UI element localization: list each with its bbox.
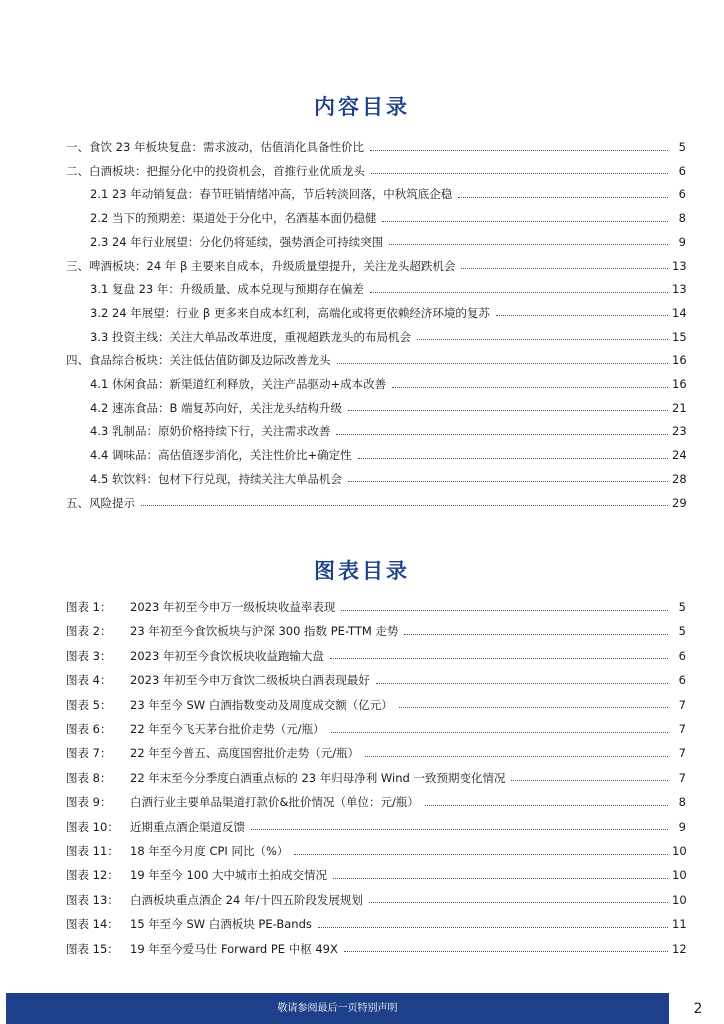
figure-entry-page: 7 bbox=[678, 697, 686, 712]
leader-dots bbox=[358, 446, 668, 459]
figure-entry-number: 图表 11： bbox=[66, 844, 119, 858]
toc-entry-page: 8 bbox=[678, 211, 686, 226]
toc-entry[interactable] bbox=[0, 230, 724, 254]
figure-entry-page: 5 bbox=[678, 624, 686, 639]
toc-entry[interactable] bbox=[0, 135, 724, 159]
leader-dots bbox=[417, 327, 668, 340]
figure-entry[interactable] bbox=[0, 693, 724, 717]
figure-entry-label: 15 年至今 SW 白酒板块 PE-Bands bbox=[130, 917, 312, 932]
toc-entry-label: 3.3 投资主线：关注大单品改革进度，重视超跌龙头的布局机会 bbox=[90, 329, 411, 344]
figure-entry[interactable] bbox=[0, 644, 724, 668]
toc-entry-label: 3.1 复盘 23 年：升级质量、成本兑现与预期存在偏差 bbox=[90, 282, 364, 297]
figure-entry[interactable] bbox=[0, 888, 724, 912]
figure-entry[interactable] bbox=[0, 937, 724, 961]
leader-dots bbox=[365, 744, 668, 757]
footer-page-number: 2 bbox=[693, 1001, 703, 1017]
figure-entry-label: 2023 年初至今申万食饮二级板块白酒表现最好 bbox=[130, 673, 370, 688]
leader-dots bbox=[348, 398, 668, 411]
figure-entry-number: 图表 10： bbox=[66, 819, 119, 834]
figure-entry-page: 8 bbox=[678, 795, 686, 810]
figure-entry-page: 9 bbox=[678, 819, 686, 834]
toc-entry[interactable] bbox=[0, 372, 724, 396]
leader-dots bbox=[371, 161, 668, 174]
toc-entry[interactable] bbox=[0, 301, 724, 325]
leader-dots bbox=[341, 598, 668, 611]
figure-list-title: 图表目录 bbox=[314, 559, 410, 583]
toc-entry[interactable] bbox=[0, 491, 724, 515]
toc-entry-label: 4.2 速冻食品：B 端复苏向好，关注龙头结构升级 bbox=[90, 400, 342, 415]
toc-entry-page: 29 bbox=[672, 495, 687, 510]
toc-entry-label: 2.3 24 年行业展望：分化仍将延续，强势酒企可持续突围 bbox=[90, 234, 384, 249]
toc-entry-page: 21 bbox=[672, 400, 687, 415]
toc-entry-page: 16 bbox=[672, 377, 687, 391]
figure-entry-label: 2023 年初至今申万一级板块收益率表现 bbox=[130, 600, 336, 614]
toc-entry-page: 9 bbox=[678, 234, 686, 249]
figure-entry[interactable] bbox=[0, 668, 724, 692]
leader-dots bbox=[461, 256, 668, 269]
figure-entry-label: 23 年初至今食饮板块与沪深 300 指数 PE-TTM 走势 bbox=[130, 624, 399, 639]
figure-entry-number: 图表 7： bbox=[66, 746, 112, 761]
figure-entry-page: 11 bbox=[672, 917, 687, 932]
figure-entry[interactable] bbox=[0, 766, 724, 790]
figure-entry[interactable] bbox=[0, 595, 724, 619]
leader-dots bbox=[333, 866, 668, 879]
leader-dots bbox=[382, 209, 668, 222]
leader-dots bbox=[404, 622, 668, 635]
toc-entry-label: 4.4 调味品：高估值逐步消化，关注性价比+确定性 bbox=[90, 448, 352, 463]
figure-entry-number: 图表 14： bbox=[66, 917, 119, 932]
toc-entry[interactable] bbox=[0, 443, 724, 467]
leader-dots bbox=[399, 695, 668, 708]
figure-entry-label: 近期重点酒企渠道反馈 bbox=[130, 819, 245, 834]
figure-entry-page: 10 bbox=[672, 844, 687, 858]
leader-dots bbox=[330, 646, 668, 659]
toc-entry-page: 28 bbox=[672, 471, 687, 486]
toc-entry[interactable] bbox=[0, 325, 724, 349]
leader-dots bbox=[318, 915, 668, 928]
toc-entry-page: 5 bbox=[678, 140, 686, 154]
toc-entry-label: 一、食饮 23 年板块复盘：需求波动，估值消化具备性价比 bbox=[66, 140, 364, 154]
toc-entry-label: 4.5 软饮料：包材下行兑现，持续关注大单品机会 bbox=[90, 471, 342, 486]
toc-entry-label: 4.3 乳制品：原奶价格持续下行，关注需求改善 bbox=[90, 424, 331, 439]
figure-entry-number: 图表 3： bbox=[66, 648, 112, 663]
leader-dots bbox=[511, 768, 668, 781]
leader-dots bbox=[336, 422, 668, 435]
toc-entry[interactable] bbox=[0, 254, 724, 278]
toc-entry-label: 二、白酒板块：把握分化中的投资机会，首推行业优质龙头 bbox=[66, 163, 365, 178]
leader-dots bbox=[389, 232, 668, 245]
toc-entry-label: 2.1 23 年动销复盘：春节旺销情绪冲高，节后转淡回落，中秋筑底企稳 bbox=[90, 187, 453, 202]
figure-entry[interactable] bbox=[0, 717, 724, 741]
toc-entry-label: 3.2 24 年展望：行业 β 更多来自成本红利，高端化或将更依赖经济环境的复苏 bbox=[90, 305, 490, 320]
leader-dots bbox=[425, 793, 668, 806]
figure-entry-number: 图表 9： bbox=[66, 795, 112, 810]
figure-entry-page: 12 bbox=[672, 941, 687, 956]
leader-dots bbox=[370, 138, 668, 151]
figure-entry-number: 图表 4： bbox=[66, 673, 112, 688]
toc-entry[interactable] bbox=[0, 277, 724, 301]
figure-entry-page: 7 bbox=[678, 722, 686, 736]
figure-entry-label: 23 年至今 SW 白酒指数变动及周度成交额（亿元） bbox=[130, 697, 393, 712]
leader-dots bbox=[376, 671, 668, 684]
leader-dots bbox=[344, 939, 668, 952]
toc-title: 内容目录 bbox=[314, 95, 410, 119]
leader-dots bbox=[294, 842, 668, 855]
figure-entry-label: 2023 年初至今食饮板块收益跑输大盘 bbox=[130, 648, 324, 663]
figure-entry-number: 图表 5： bbox=[66, 697, 112, 712]
toc-entry-label: 4.1 休闲食品：新渠道红利释放，关注产品驱动+成本改善 bbox=[90, 377, 387, 391]
figure-entry-page: 10 bbox=[672, 868, 687, 883]
toc-entry-page: 24 bbox=[672, 448, 687, 463]
leader-dots bbox=[141, 493, 668, 506]
toc-entry[interactable] bbox=[0, 182, 724, 206]
figure-entry[interactable] bbox=[0, 815, 724, 839]
figure-entry-page: 10 bbox=[672, 892, 687, 907]
toc-entry-page: 6 bbox=[678, 163, 686, 178]
leader-dots bbox=[392, 375, 668, 388]
leader-dots bbox=[496, 303, 668, 316]
figure-entry-number: 图表 1： bbox=[66, 600, 112, 614]
toc-entry-page: 6 bbox=[678, 187, 686, 202]
figure-entry-label: 22 年至今普五、高度国窖批价走势（元/瓶） bbox=[130, 746, 360, 761]
figure-entry-number: 图表 6： bbox=[66, 722, 112, 736]
figure-entry-page: 7 bbox=[678, 770, 686, 785]
figure-entry-number: 图表 8： bbox=[66, 770, 112, 785]
figure-entry-label: 19 年至今 100 大中城市土拍成交情况 bbox=[130, 868, 328, 883]
leader-dots bbox=[337, 351, 669, 364]
toc-entry-label: 五、风险提示 bbox=[66, 495, 135, 510]
toc-entry-page: 13 bbox=[672, 258, 687, 273]
figure-entry-label: 白酒行业主要单品渠道打款价&批价情况（单位：元/瓶） bbox=[130, 795, 419, 810]
figure-entry-number: 图表 2： bbox=[66, 624, 112, 639]
figure-entry-page: 6 bbox=[678, 673, 686, 688]
figure-entry-label: 22 年至今飞天茅台批价走势（元/瓶） bbox=[130, 722, 325, 736]
toc-entry-page: 13 bbox=[672, 282, 687, 297]
figure-entry-label: 22 年末至今分季度白酒重点标的 23 年归母净利 Wind 一致预期变化情况 bbox=[130, 770, 506, 785]
figure-entry-number: 图表 15： bbox=[66, 941, 119, 956]
figure-entry-number: 图表 12： bbox=[66, 868, 119, 883]
toc-entry[interactable] bbox=[0, 348, 724, 372]
toc-entry-label: 三、啤酒板块：24 年 β 主要来自成本，升级质量望提升，关注龙头超跌机会 bbox=[66, 258, 456, 273]
figure-entry-number: 图表 13： bbox=[66, 892, 119, 907]
toc-entry[interactable] bbox=[0, 396, 724, 420]
figure-entry[interactable] bbox=[0, 912, 724, 936]
toc-entry-page: 23 bbox=[672, 424, 687, 439]
leader-dots bbox=[348, 469, 668, 482]
figure-entry-label: 白酒板块重点酒企 24 年/十四五阶段发展规划 bbox=[130, 892, 363, 907]
toc-entry-page: 15 bbox=[672, 329, 687, 344]
figure-entry[interactable] bbox=[0, 619, 724, 643]
figure-entry-page: 7 bbox=[678, 746, 686, 761]
leader-dots bbox=[331, 720, 668, 733]
figure-entry-page: 5 bbox=[678, 600, 686, 614]
leader-dots bbox=[369, 890, 668, 903]
leader-dots bbox=[458, 185, 668, 198]
figure-entry[interactable] bbox=[0, 790, 724, 814]
figure-entry[interactable] bbox=[0, 863, 724, 887]
figure-entry-label: 18 年至今月度 CPI 同比（%） bbox=[130, 844, 289, 858]
toc-entry[interactable] bbox=[0, 206, 724, 230]
toc-entry[interactable] bbox=[0, 159, 724, 183]
toc-entry-page: 14 bbox=[672, 305, 687, 320]
toc-entry-label: 四、食品综合板块：关注低估值防御及边际改善龙头 bbox=[66, 353, 331, 368]
toc-entry[interactable] bbox=[0, 467, 724, 491]
leader-dots bbox=[370, 280, 668, 293]
toc-entry[interactable] bbox=[0, 419, 724, 443]
figure-entry[interactable] bbox=[0, 741, 724, 765]
toc-entry-label: 2.2 当下的预期差：渠道处于分化中，名酒基本面仍稳健 bbox=[90, 211, 377, 226]
figure-entry-label: 19 年至今爱马仕 Forward PE 中枢 49X bbox=[130, 941, 338, 956]
figure-entry[interactable] bbox=[0, 839, 724, 863]
leader-dots bbox=[251, 817, 668, 830]
toc-entry-page: 16 bbox=[672, 353, 687, 368]
footer-notice: 敬请参阅最后一页特别声明 bbox=[277, 1003, 398, 1014]
figure-entry-page: 6 bbox=[678, 648, 686, 663]
